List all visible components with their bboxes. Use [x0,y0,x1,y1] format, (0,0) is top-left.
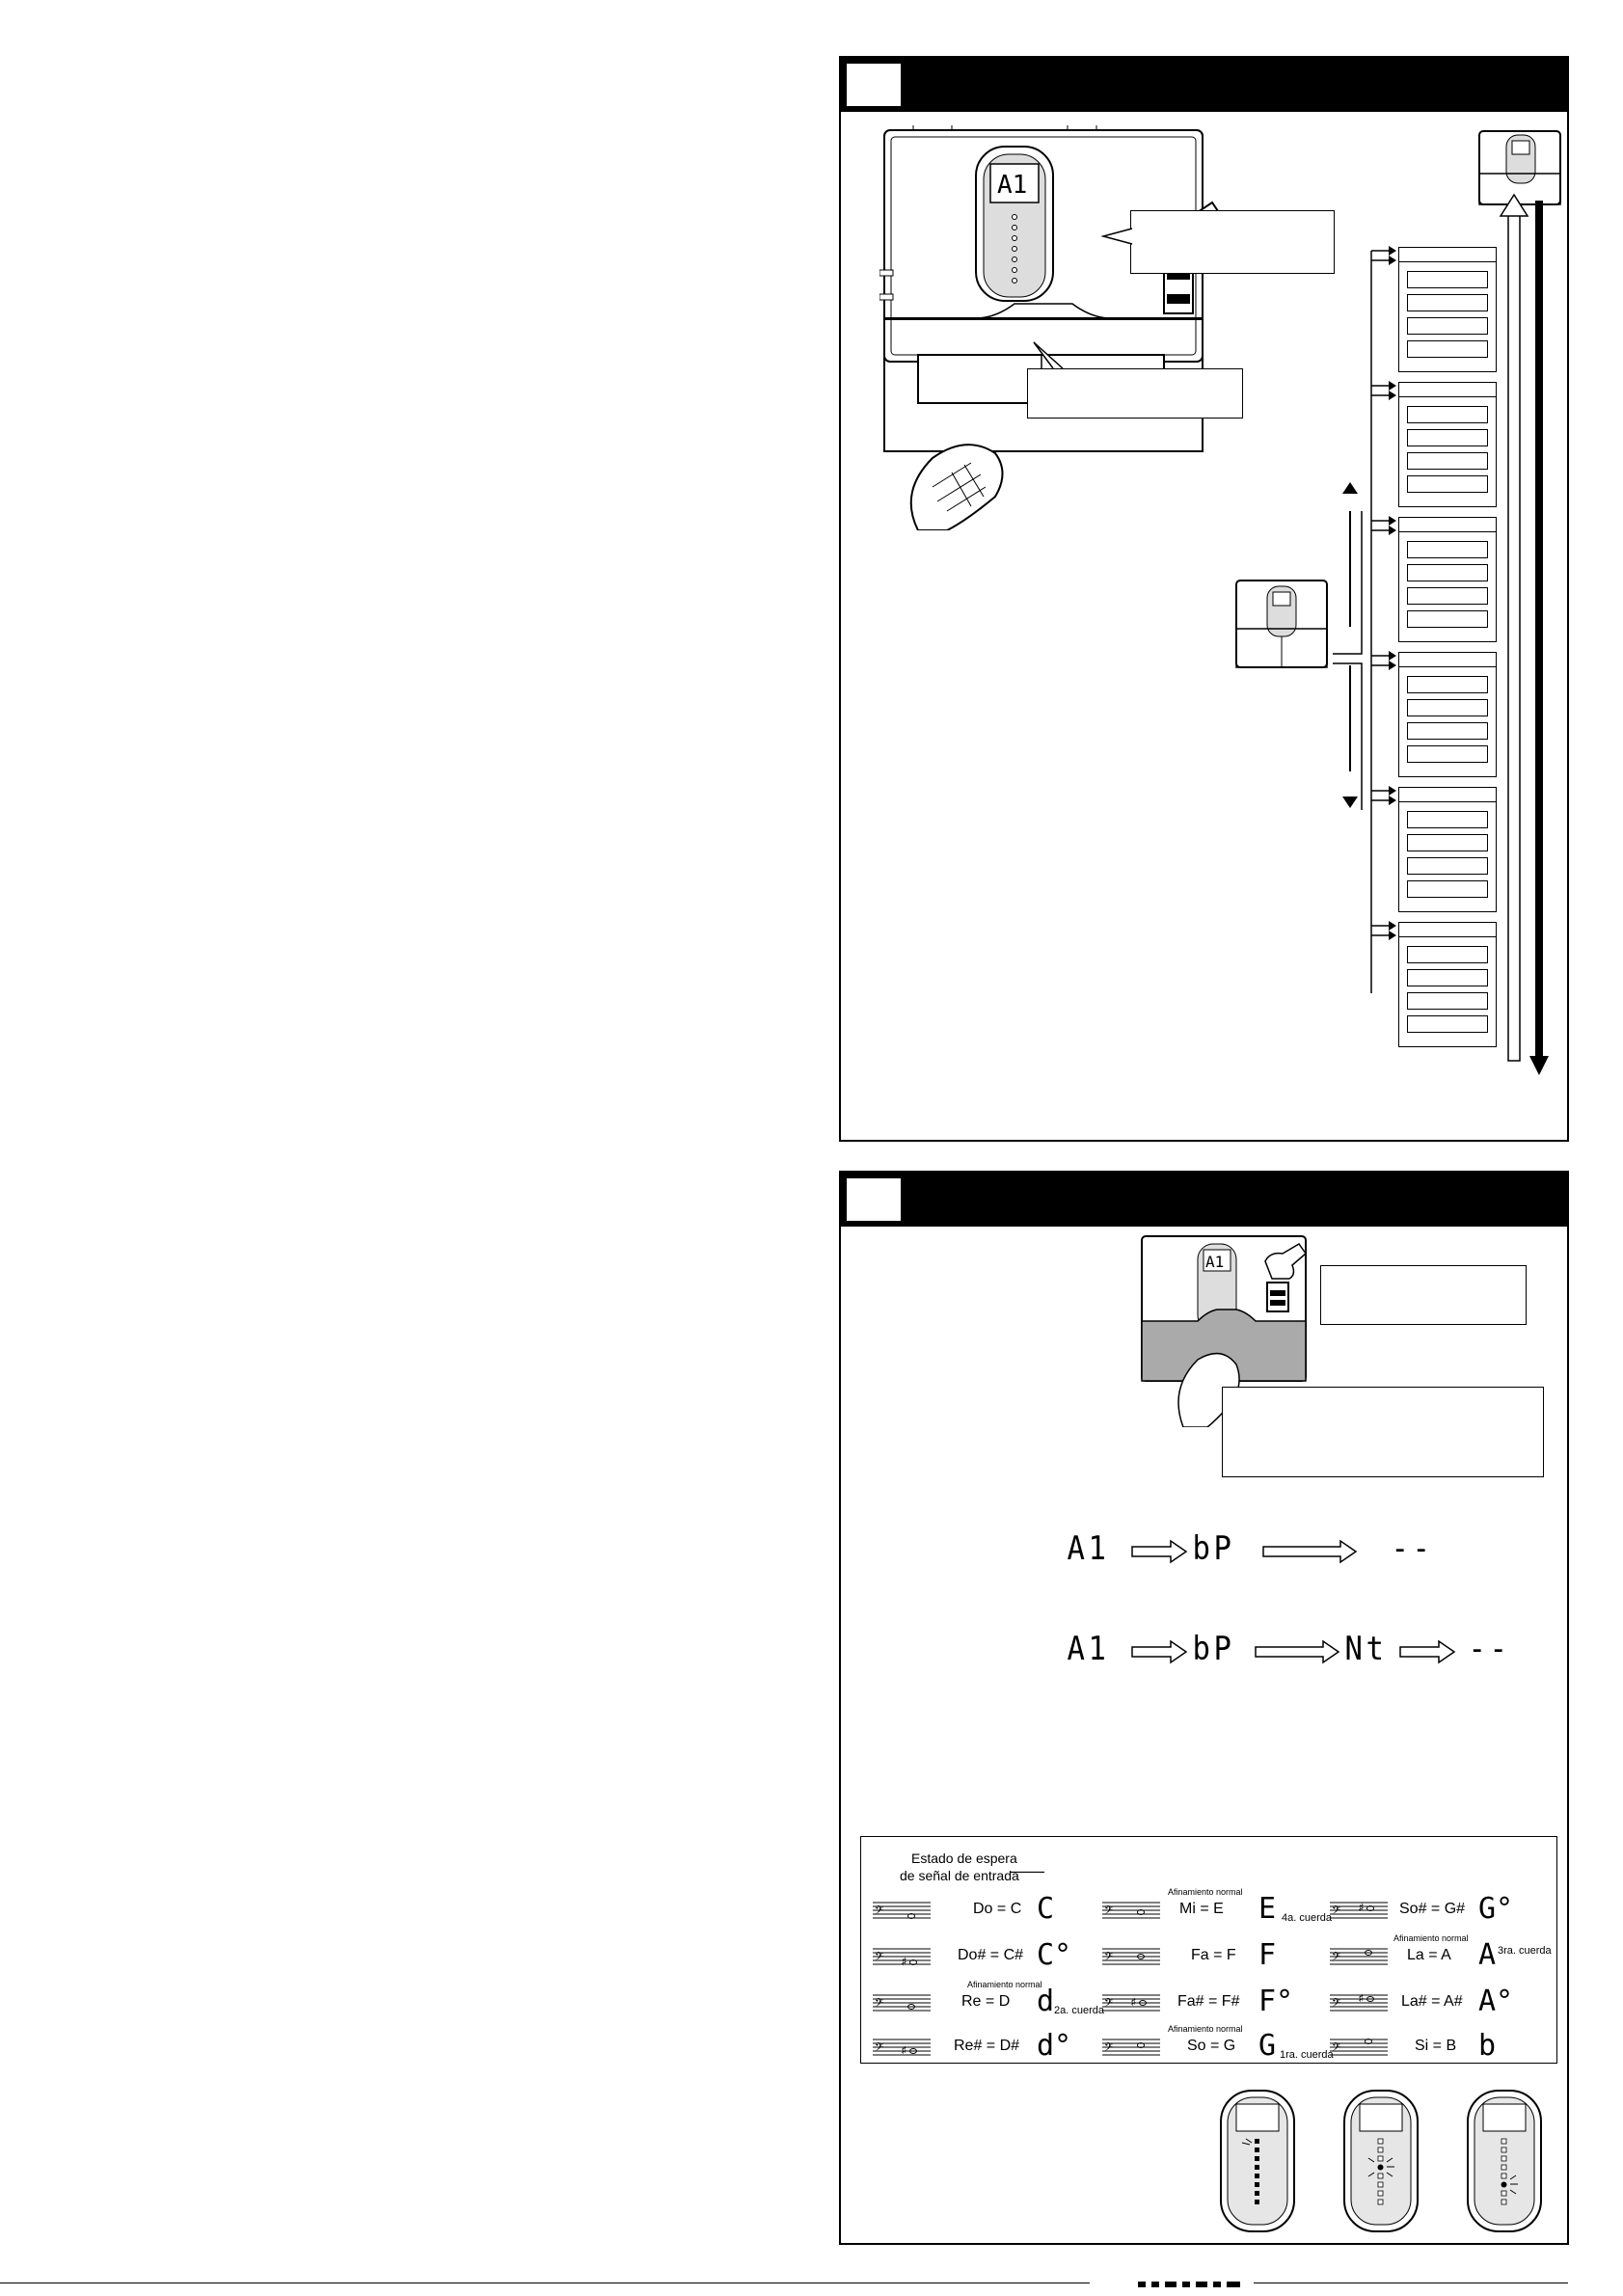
svg-text:𝄢: 𝄢 [875,1904,884,1919]
bass-staff-icon [1102,1945,1160,1966]
panel-number-box [847,1178,901,1221]
note-display: E [1258,1892,1277,1926]
footer-rule-left [0,2282,1090,2283]
svg-text:𝄢: 𝄢 [1104,1996,1114,2012]
note-display: b [1478,2029,1497,2063]
svg-text:♯: ♯ [1359,1993,1364,2004]
double-outline-arrow-icon [1261,1539,1358,1564]
note-string: 4a. cuerda [1282,1912,1332,1924]
note-label: So = G [1187,2038,1236,2054]
bass-staff-icon [873,2036,931,2057]
lcd-code: Nt [1344,1630,1388,1668]
svg-text:𝄢: 𝄢 [875,2040,884,2056]
bass-staff-icon [1102,1991,1160,2012]
note-display: d [1037,1985,1055,2018]
note-label: Si = B [1415,2038,1457,2054]
bank-sheet-4 [1398,652,1497,777]
note-label: Re = D [961,1993,1011,2010]
lcd-code: A1 [1067,1630,1110,1668]
panel-header [841,1173,1567,1227]
note-label: La = A [1407,1947,1451,1963]
lcd-code: bP [1192,1529,1235,1568]
double-outline-arrow-icon [1254,1639,1340,1664]
bass-staff-icon [873,1899,931,1920]
svg-text:𝄢: 𝄢 [1332,2040,1341,2056]
bank-cycle-arrows [1497,193,1555,1099]
svg-text:♯: ♯ [902,2045,906,2056]
bank-sheet-3 [1398,517,1497,642]
pedal-callout-pointer [1014,338,1072,376]
note-chart [860,1836,1557,2064]
pedal-device-illustration [879,125,1333,530]
bank-sheet-5 [1398,787,1497,912]
bass-staff-icon [1102,1899,1160,1920]
switch-callout-pointer [1101,227,1140,246]
note-display: A [1478,1938,1497,1972]
note-label: Mi = E [1179,1901,1224,1917]
note-label: Fa# = F# [1177,1993,1240,2010]
note-label: Re# = D# [954,2038,1020,2054]
note-tag: Afinamiento normal [1168,1887,1243,1897]
note-string: 1ra. cuerda [1280,2049,1334,2061]
double-outline-arrow-icon [1398,1639,1456,1664]
tuner-meter-tuned-icon [1342,2089,1420,2233]
bass-staff-icon [1330,2036,1388,2057]
standby-label-line1: Estado de espera [911,1850,1017,1866]
note-display: F [1258,1938,1277,1972]
switch-callout-box [1320,1265,1527,1325]
bass-staff-icon [1102,2036,1160,2057]
svg-text:𝄢: 𝄢 [1104,2040,1114,2056]
footer-marks [1138,2278,1244,2291]
note-label: Fa = F [1191,1947,1236,1963]
bank-sheet-6 [1398,922,1497,1047]
pedal-callout-box [1222,1387,1544,1477]
note-display: F° [1258,1985,1294,2018]
note-display: d° [1037,2029,1072,2063]
tuner-meter-flat-icon [1219,2089,1296,2233]
lcd-code: bP [1192,1630,1235,1668]
note-label: La# = A# [1401,1993,1463,2010]
panel-tuner-mode [839,1171,1569,2245]
note-label: Do# = C# [958,1947,1024,1963]
lcd-code: -- [1468,1630,1511,1668]
svg-text:𝄢: 𝄢 [1332,1996,1341,2012]
footer-rule-right [1254,2282,1568,2283]
note-string: 3ra. cuerda [1498,1945,1552,1957]
tuner-meter-sharp-icon [1466,2089,1543,2233]
svg-text:A1: A1 [1205,1253,1225,1271]
bank-sheet-2 [1398,382,1497,507]
bass-staff-icon [1330,1991,1388,2012]
svg-text:𝄢: 𝄢 [875,1950,884,1965]
bass-staff-icon [1330,1945,1388,1966]
note-tag: Afinamiento normal [967,1980,1042,1989]
double-outline-arrow-icon [1130,1539,1188,1564]
note-string: 2a. cuerda [1054,2005,1104,2016]
svg-text:♯: ♯ [1359,1903,1364,1913]
panel-number-box [847,64,901,106]
lcd-code: -- [1391,1529,1434,1568]
bass-staff-icon [873,1945,931,1966]
standby-display: __ [1010,1840,1045,1874]
note-display: C [1037,1892,1055,1926]
note-display: C° [1037,1938,1072,1972]
note-tag: Afinamiento normal [1393,1933,1469,1943]
panel-header [841,58,1567,112]
note-display: G° [1478,1892,1514,1926]
note-label: So# = G# [1399,1901,1466,1917]
note-display: A° [1478,1985,1514,2018]
svg-text:𝄢: 𝄢 [1332,1904,1341,1919]
small-device-icon-middle [1234,579,1331,675]
switch-callout-box [1130,210,1335,274]
svg-text:𝄢: 𝄢 [875,1996,884,2012]
svg-text:♯: ♯ [1131,1997,1136,2008]
svg-text:♯: ♯ [902,1957,906,1966]
svg-text:𝄢: 𝄢 [1332,1950,1341,1965]
note-display: G [1258,2029,1277,2063]
svg-text:A1: A1 [997,171,1028,200]
note-tag: Afinamiento normal [1168,2024,1243,2034]
note-label: Do = C [973,1901,1022,1917]
svg-text:𝄢: 𝄢 [1104,1950,1114,1965]
standby-label-line2: de señal de entrada [900,1868,1019,1883]
svg-text:𝄢: 𝄢 [1104,1904,1114,1919]
bank-sheet-1 [1398,247,1497,372]
lcd-code: A1 [1067,1529,1110,1568]
panel-preset-selection [839,56,1569,1142]
double-outline-arrow-icon [1130,1639,1188,1664]
bass-staff-icon [1330,1899,1388,1920]
bass-staff-icon [873,1991,931,2012]
